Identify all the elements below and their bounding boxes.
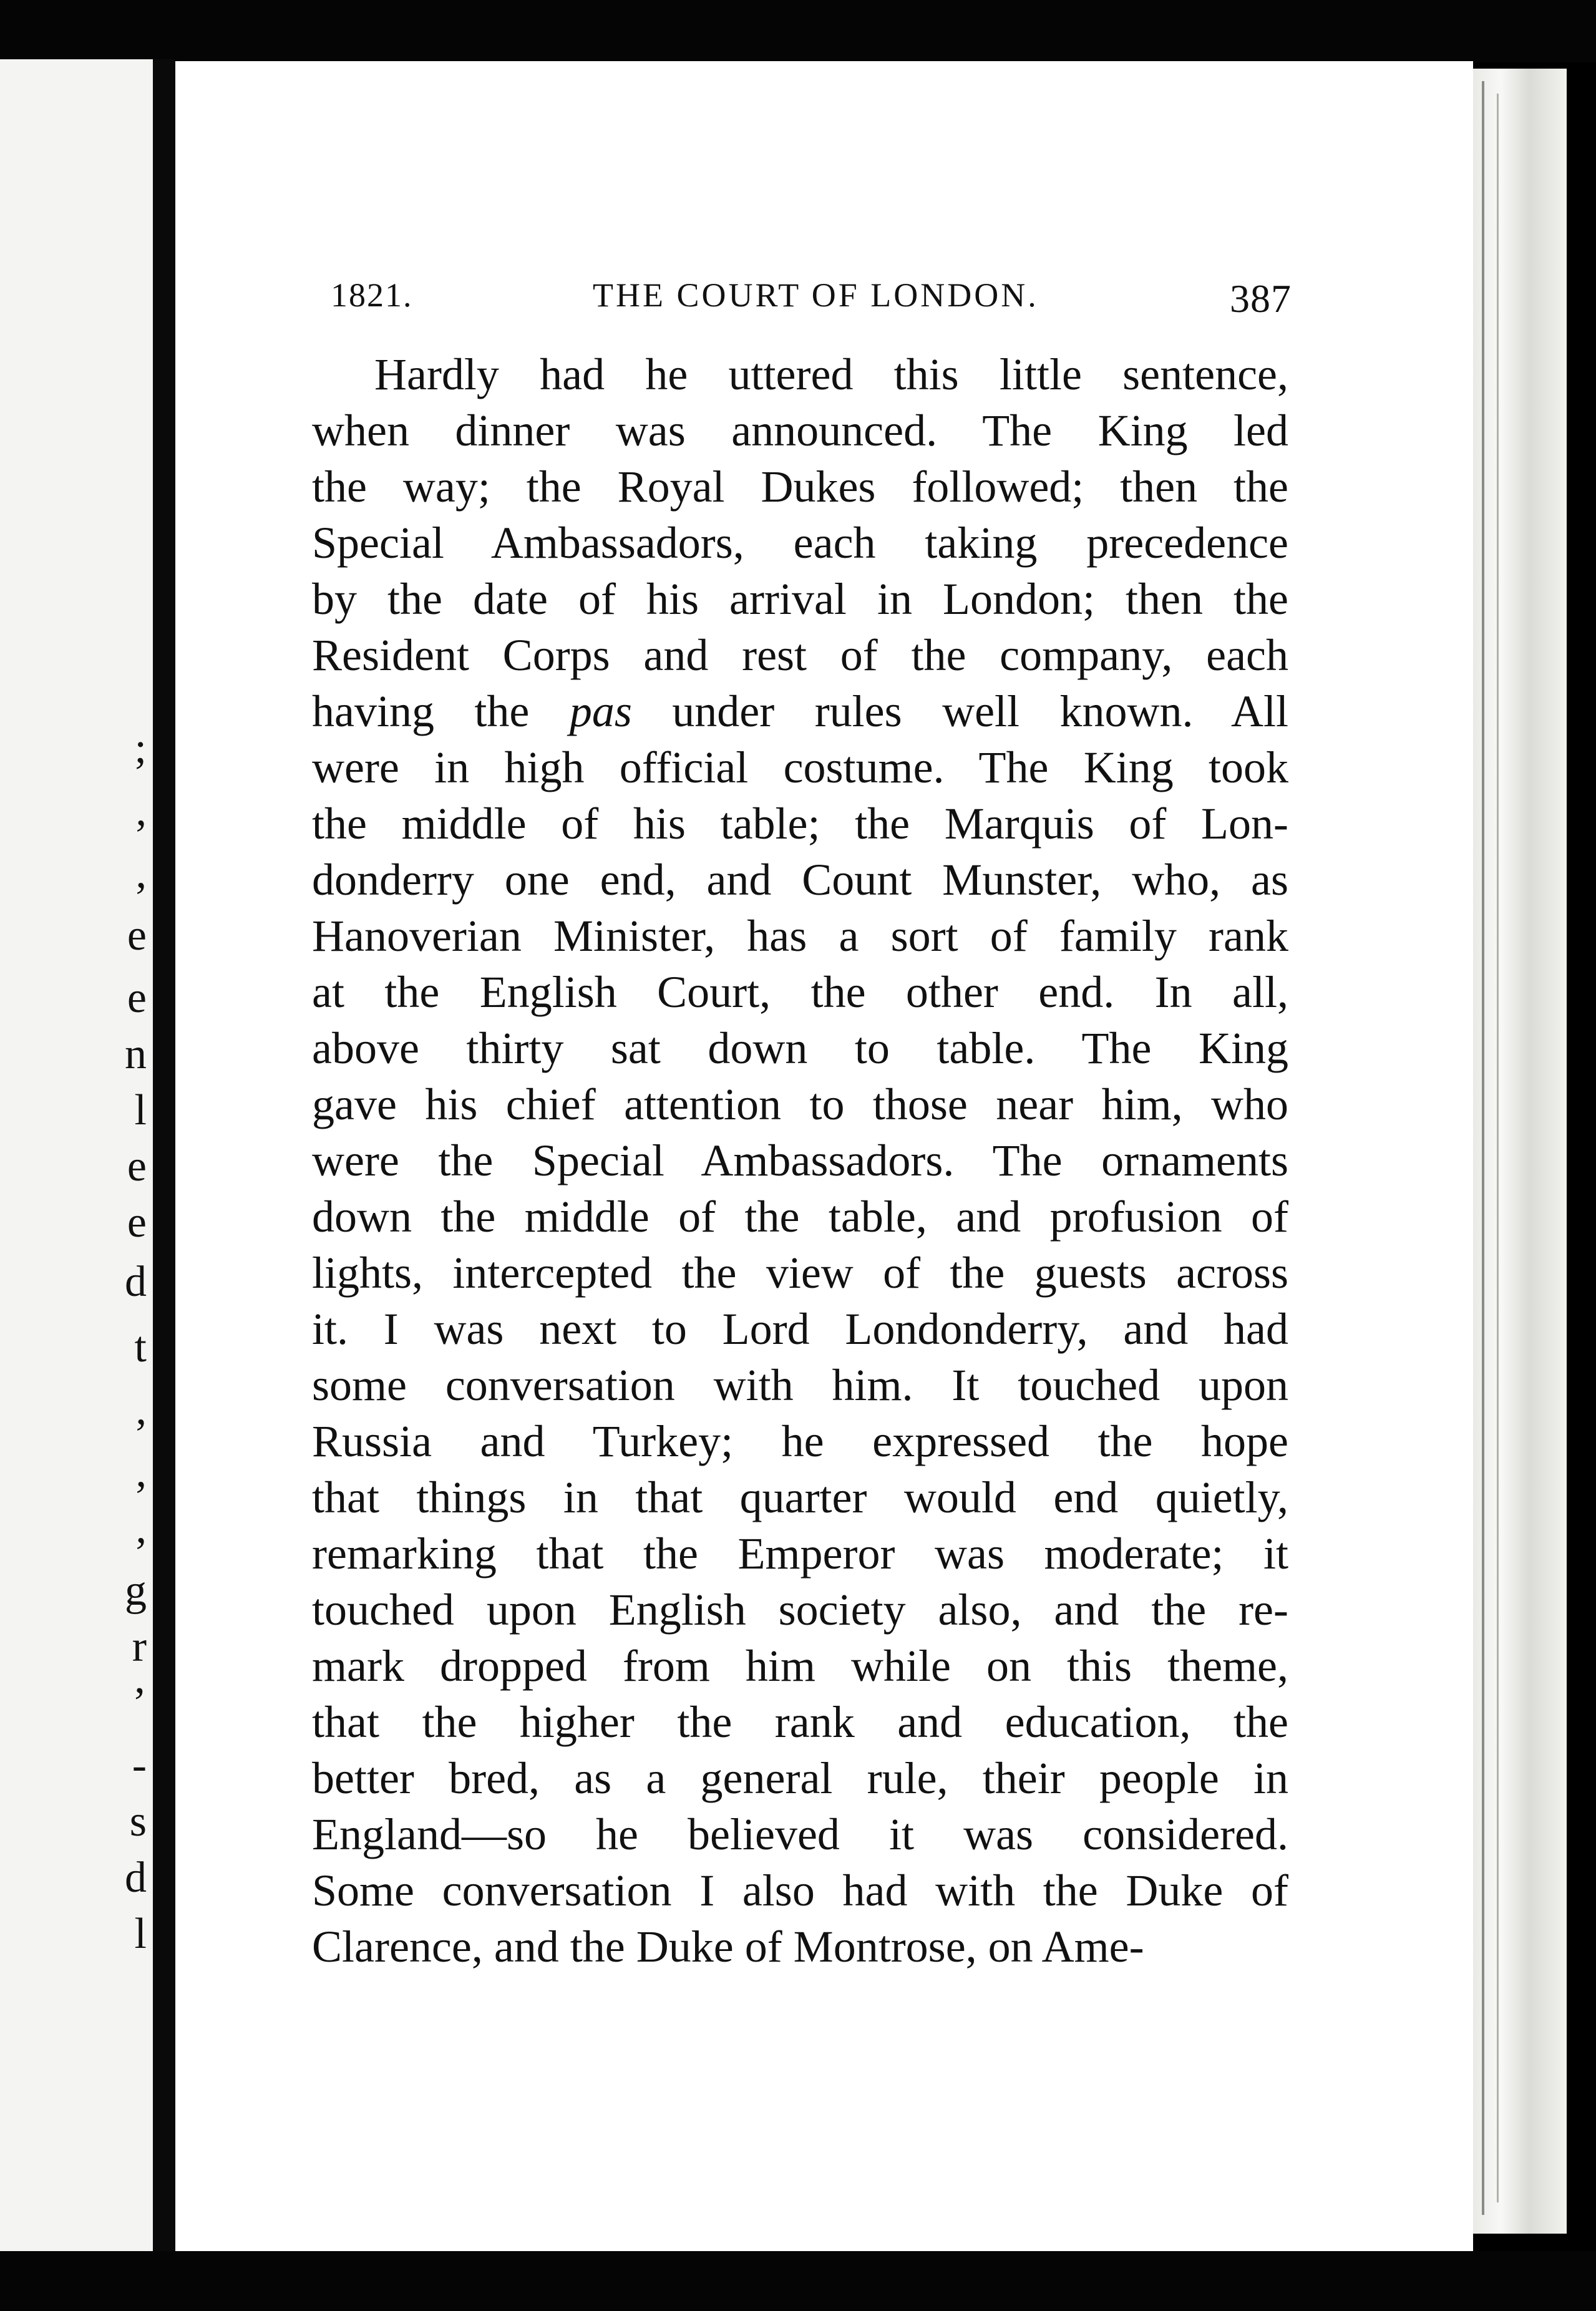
facing-page-fragment: l [134,1910,147,1958]
facing-page-fragments [0,59,153,2255]
facing-page-fragment: t [134,1323,147,1371]
text-line: Russia and Turkey; he expressed the hope [312,1416,1288,1466]
text-segment: under rules well known. All [631,686,1288,736]
text-line: gave his chief attention to those near him, who [312,1079,1288,1129]
facing-page-fragment: g [125,1567,147,1615]
text-line: some conversation with him. It touched upon [312,1360,1288,1410]
text-line: down the middle of the table, and profusion of [312,1192,1288,1242]
text-line: that the higher the rank and education, the [312,1697,1288,1747]
text-segment: having the [312,686,570,736]
facing-page-fragment: r [132,1623,147,1671]
text-line: mark dropped from him while on this theme, [312,1641,1288,1691]
text-line: better bred, as a general rule, their people in [312,1753,1288,1803]
facing-page-fragment: e [127,974,147,1022]
text-line: lights, intercepted the view of the guests across [312,1248,1288,1298]
text-line: England—so he believed it was considered. [312,1809,1288,1859]
page-number: 387 [1230,276,1292,321]
text-line: Clarence, and the Duke of Montrose, on Ame- [312,1922,1144,1972]
running-head [331,276,1292,326]
facing-page-fragment: e [127,1142,147,1190]
text-line: above thirty sat down to table. The King [312,1023,1288,1073]
scan-frame-top [0,0,1596,62]
text-line: Resident Corps and rest of the company, each [312,630,1288,680]
text-line: donderry one end, and Count Munster, who, as [312,855,1288,905]
facing-page-fragment: d [125,1854,147,1902]
running-head-title: THE COURT OF LONDON. [593,276,1039,314]
text-line: at the English Court, the other end. In all, [312,967,1288,1017]
facing-page-fragment: , [135,1504,147,1552]
facing-page-fragment: , [135,787,147,835]
italic-word: pas [569,686,632,736]
text-line: the middle of his table; the Marquis of Lon- [312,799,1288,849]
facing-page-fragment: d [125,1258,147,1306]
facing-page-fragment: e [127,1199,147,1247]
facing-page-fragment: l [134,1086,147,1134]
body-text [312,346,1288,1975]
facing-page-fragment: e [127,912,147,960]
text-line: Hardly had he uttered this little sentence, [374,349,1288,399]
text-line: Some conversation I also had with the Duke of [312,1866,1288,1915]
page-block-edges [1473,69,1567,2234]
facing-page-fragment: s [129,1798,147,1846]
text-line: that things in that quarter would end quietly, [312,1472,1288,1522]
scan-frame-bottom [0,2251,1596,2311]
text-line [312,683,1288,739]
facing-page-fragment: , [135,849,147,897]
facing-page-fragment: ; [134,724,147,772]
book-spine [153,59,175,2255]
facing-page-fragment: n [125,1030,147,1078]
facing-page-fragment: , [135,1448,147,1496]
text-line: the way; the Royal Dukes followed; then the [312,462,1288,512]
text-line: were the Special Ambassadors. The ornaments [312,1136,1288,1185]
text-line: when dinner was announced. The King led [312,406,1288,455]
text-line: Special Ambassadors, each taking precedence [312,518,1288,568]
text-line: Hanoverian Minister, has a sort of family rank [312,911,1288,961]
text-line: touched upon English society also, and the re- [312,1585,1288,1635]
facing-page-edge [0,59,153,2255]
running-head-year: 1821. [331,276,413,314]
text-line: remarking that the Emperor was moderate; it [312,1529,1288,1579]
text-line: by the date of his arrival in London; then the [312,574,1288,624]
facing-page-fragment: - [132,1741,147,1789]
text-line: it. I was next to Lord Londonderry, and had [312,1304,1288,1354]
text-line: were in high official costume. The King took [312,742,1288,792]
facing-page-fragment: ’ [132,1679,147,1727]
facing-page-fragment: , [135,1386,147,1434]
